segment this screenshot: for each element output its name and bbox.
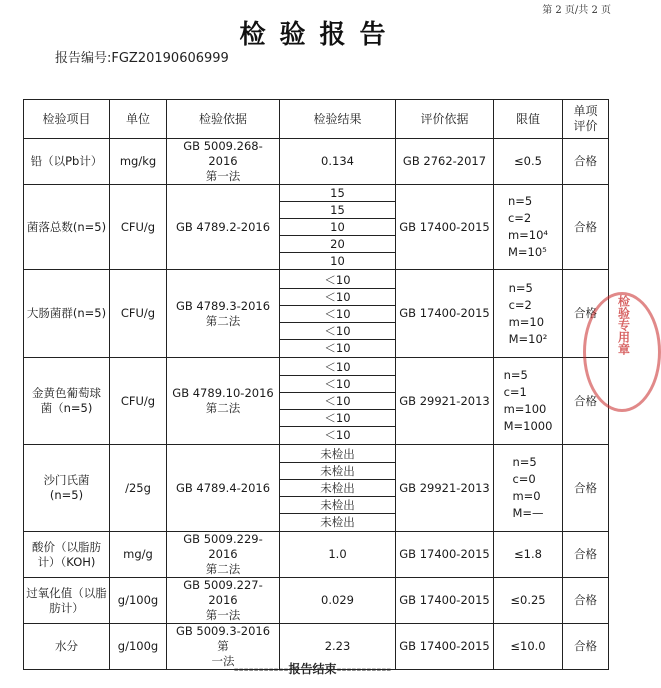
result-value: ＜10 [280,410,395,427]
result-value: ＜10 [280,322,395,339]
limit-line: n=5 [512,455,537,469]
inspection-table [23,99,609,670]
result-subtable [280,272,395,356]
result-value: ＜10 [280,427,395,444]
table-row [24,578,609,624]
table-row [24,139,609,185]
limit-lines [509,280,548,348]
result-value: 未检出 [280,480,395,497]
cell-verdict: 合格 [563,358,609,445]
limit-line: M=— [512,506,544,520]
result-subtable [280,359,395,443]
cell-result [280,358,396,445]
result-value: ＜10 [280,305,395,322]
cell-limit [494,532,563,578]
limit-lines [514,153,542,170]
table-header-row [24,100,609,139]
result-value: ＜10 [280,288,395,305]
cell-item: 菌落总数(n=5) [24,185,110,270]
limit-line: m=100 [503,402,547,416]
cell-unit: CFU/g [110,185,167,270]
cell-method: GB 4789.4-2016 [167,445,280,532]
table-row [24,532,609,578]
cell-standard: GB 17400-2015 [396,270,494,358]
cell-limit [494,358,563,445]
table-row [24,185,609,270]
cell-result [280,185,396,270]
cell-method: GB 4789.2-2016 [167,185,280,270]
result-value: 未检出 [280,497,395,514]
limit-line: c=1 [503,385,527,399]
cell-limit [494,270,563,358]
report-end: -----------报告结束----------- [233,662,392,676]
limit-line: c=2 [508,297,532,312]
limit-line: ≤1.8 [514,547,542,561]
limit-line: M=10⁵ [507,245,547,259]
limit-lines [508,193,548,261]
cell-verdict: 合格 [563,445,609,532]
result-value: ＜10 [280,339,395,356]
header-method: 检验依据 [167,100,280,139]
limit-line: n=5 [503,368,528,382]
limit-lines [514,546,542,563]
limit-line: c=2 [507,211,532,225]
header-limit: 限值 [494,100,563,139]
cell-unit: g/100g [110,578,167,624]
cell-unit: CFU/g [110,358,167,445]
cell-limit [494,578,563,624]
cell-method: GB 5009.229-2016 第二法 [167,532,280,578]
cell-verdict: 合格 [563,578,609,624]
header-unit: 单位 [110,100,167,139]
cell-result: 0.029 [280,578,396,624]
cell-item: 沙门氏菌 (n=5) [24,445,110,532]
result-value: ＜10 [280,393,395,410]
cell-result [280,270,396,358]
cell-standard: GB 29921-2013 [396,445,494,532]
cell-standard: GB 17400-2015 [396,578,494,624]
cell-item: 酸价（以脂肪 计）（KOH) [24,532,110,578]
cell-unit: mg/kg [110,139,167,185]
limit-lines [512,454,543,522]
cell-method: GB 4789.3-2016 第二法 [167,270,280,358]
result-value: 10 [280,253,395,270]
table-row [24,445,609,532]
limit-lines [510,592,545,609]
cell-verdict: 合格 [563,270,609,358]
limit-line: ≤10.0 [510,639,546,653]
limit-lines [510,638,545,655]
limit-line: n=5 [507,194,533,208]
cell-limit [494,185,563,270]
result-subtable [280,446,395,530]
cell-verdict: 合格 [563,624,609,670]
cell-verdict: 合格 [563,185,609,270]
cell-result: 1.0 [280,532,396,578]
result-value: 10 [280,219,395,236]
cell-limit [494,139,563,185]
cell-item: 过氧化值（以脂 肪计） [24,578,110,624]
result-value: 20 [280,236,395,253]
result-subtable [280,185,395,269]
cell-unit: CFU/g [110,270,167,358]
result-value: ＜10 [324,360,351,374]
cell-item: 水分 [24,624,110,670]
cell-method: GB 5009.227-2016 第一法 [167,578,280,624]
header-standard: 评价依据 [396,100,494,139]
cell-verdict: 合格 [563,139,609,185]
report-number: 报告编号:FGZ20190606999 [55,51,229,66]
header-verdict: 单项 评价 [563,100,609,139]
limit-line: M=1000 [503,419,553,433]
cell-standard: GB 17400-2015 [396,624,494,670]
header-result: 检验结果 [280,100,396,139]
table-row [24,270,609,358]
cell-result [280,445,396,532]
limit-line: M=10² [508,331,548,346]
cell-verdict: 合格 [563,532,609,578]
result-value: ＜10 [324,272,351,287]
cell-standard: GB 29921-2013 [396,358,494,445]
cell-standard: GB 17400-2015 [396,185,494,270]
cell-unit: mg/g [110,532,167,578]
cell-unit: /25g [110,445,167,532]
limit-line: c=0 [512,472,536,486]
result-value: 未检出 [280,463,395,480]
limit-line: m=10 [508,314,545,329]
inspection-seal: 检验专用章 [583,292,661,412]
cell-standard: GB 2762-2017 [396,139,494,185]
limit-lines [504,367,553,435]
limit-line: m=10⁴ [507,228,549,242]
result-value: 15 [330,186,345,200]
limit-line: ≤0.5 [514,154,542,168]
result-value: 未检出 [280,514,395,531]
cell-result: 0.134 [280,139,396,185]
cell-item: 大肠菌群(n=5) [24,270,110,358]
limit-line: n=5 [508,280,533,295]
report-title: 检验报告 [239,20,400,50]
page-number: 第 2 页/共 2 页 [542,5,611,16]
cell-method: GB 5009.3-2016 第 一法 [167,624,280,670]
table-row [24,358,609,445]
cell-unit: g/100g [110,624,167,670]
limit-line: ≤0.25 [510,593,546,607]
cell-item: 金黄色葡萄球 菌（n=5) [24,358,110,445]
cell-method: GB 5009.268-2016 第一法 [167,139,280,185]
result-value: ＜10 [280,376,395,393]
cell-limit [494,445,563,532]
cell-method: GB 4789.10-2016 第二法 [167,358,280,445]
result-value: 15 [280,202,395,219]
result-value: 未检出 [320,447,355,461]
header-item: 检验项目 [24,100,110,139]
cell-item: 铅（以Pb计） [24,139,110,185]
cell-standard: GB 17400-2015 [396,532,494,578]
cell-result: 2.23 [280,624,396,670]
limit-line: m=0 [512,489,541,503]
